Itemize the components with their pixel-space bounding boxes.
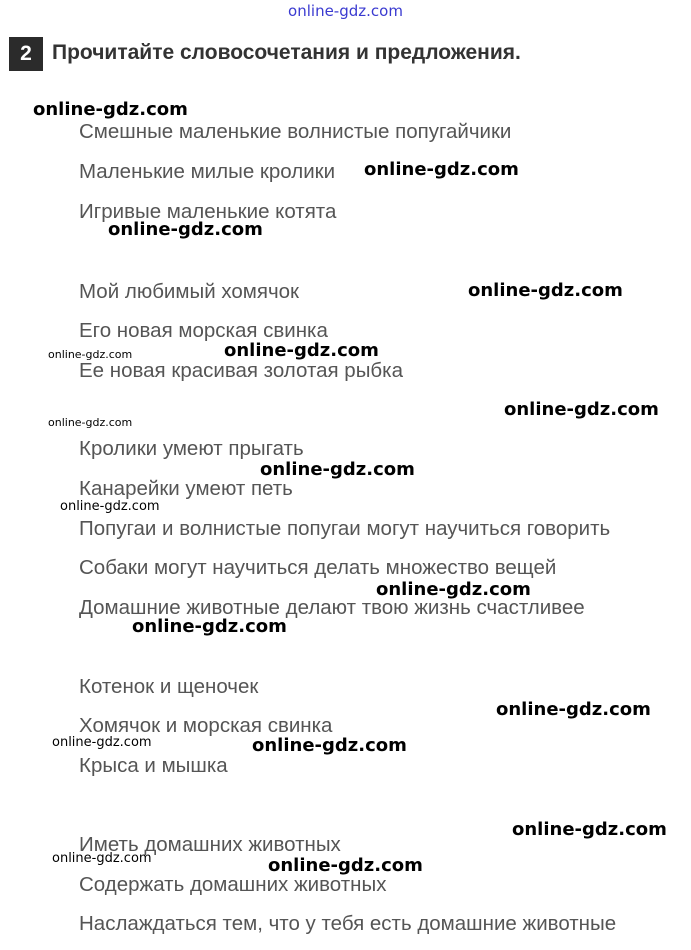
text-line: Хомячок и морская свинка: [79, 714, 333, 737]
watermark: online-gdz.com: [224, 340, 379, 361]
text-line: Собаки могут научиться делать множество вещей: [79, 556, 557, 579]
watermark: online-gdz.com: [252, 735, 407, 756]
text-line: Мой любимый хомячок: [79, 280, 300, 303]
watermark: online-gdz.com: [132, 616, 287, 637]
watermark: online-gdz.com: [48, 416, 133, 429]
text-line: Наслаждаться тем, что у тебя есть домашние животные: [79, 912, 617, 935]
watermark: online-gdz.com: [108, 219, 263, 240]
watermark: online-gdz.com: [504, 399, 659, 420]
text-line: Смешные маленькие волнистые попугайчики: [79, 120, 512, 143]
watermark: online-gdz.com: [52, 735, 152, 750]
text-line: Домашние животные делают твою жизнь счастливее: [79, 596, 585, 619]
watermark: online-gdz.com: [52, 851, 152, 866]
watermark: online-gdz.com: [60, 499, 160, 514]
text-line: Ее новая красивая золотая рыбка: [79, 359, 403, 382]
task-number-badge: 2: [9, 37, 43, 71]
text-line: Его новая морская свинка: [79, 319, 328, 342]
text-line: Канарейки умеют петь: [79, 477, 293, 500]
watermark: online-gdz.com: [33, 99, 188, 120]
text-line: Игривые маленькие котята: [79, 200, 337, 223]
header-watermark: online-gdz.com: [288, 2, 403, 20]
watermark: online-gdz.com: [268, 855, 423, 876]
watermark: online-gdz.com: [376, 579, 531, 600]
watermark: online-gdz.com: [512, 819, 667, 840]
watermark: online-gdz.com: [468, 280, 623, 301]
text-line: Содержать домашних животных: [79, 873, 387, 896]
text-line: Иметь домашних животных: [79, 833, 341, 856]
text-line: Крыса и мышка: [79, 754, 228, 777]
task-title: Прочитайте словосочетания и предложения.: [52, 41, 521, 64]
watermark: online-gdz.com: [260, 459, 415, 480]
text-line: Попугаи и волнистые попугаи могут научиться говорить: [79, 517, 611, 540]
watermark: online-gdz.com: [496, 699, 651, 720]
text-line: Котенок и щеночек: [79, 675, 259, 698]
text-line: Кролики умеют прыгать: [79, 437, 304, 460]
text-line: Маленькие милые кролики: [79, 160, 336, 183]
watermark: online-gdz.com: [48, 348, 133, 361]
watermark: online-gdz.com: [364, 159, 519, 180]
